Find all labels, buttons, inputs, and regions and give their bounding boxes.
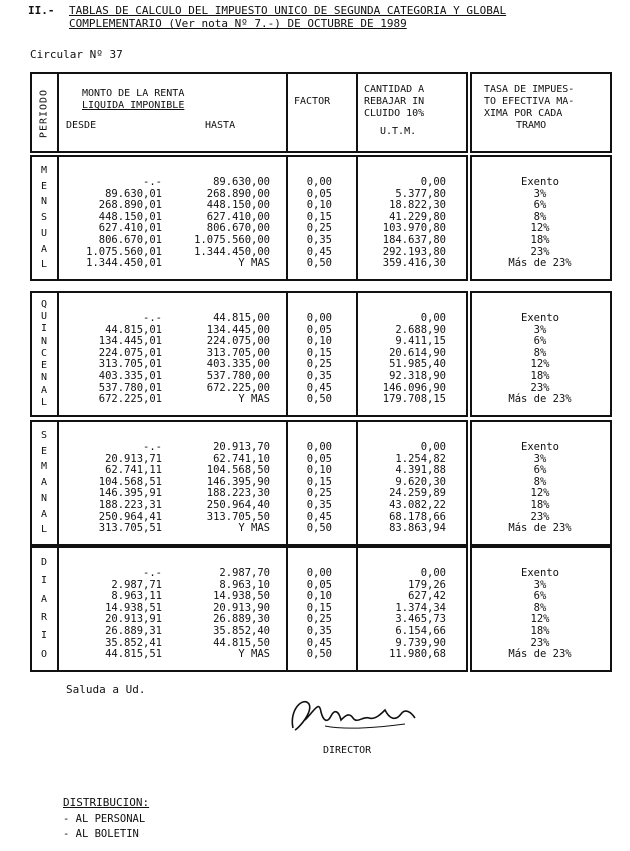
- cell-factor: 0,35: [306, 499, 332, 511]
- cell-tasa: 23%: [530, 245, 550, 258]
- cell-desde: 20.913,71: [105, 452, 162, 465]
- cell-desde: 26.889,31: [105, 625, 162, 637]
- cell-hasta: 188.223,30: [206, 487, 270, 500]
- cell-hasta: 537.780,00: [206, 370, 270, 382]
- grid-line: [466, 420, 468, 546]
- cell-factor: 0,50: [306, 257, 332, 270]
- grid-line: [30, 279, 467, 281]
- cell-cantidad: 0,00: [420, 567, 446, 579]
- cantidad-header-line-2: REBAJAR IN: [364, 96, 425, 107]
- cell-desde: -.-: [143, 312, 162, 324]
- cell-factor: 0,45: [306, 381, 332, 394]
- period-label: QUINCENAL: [40, 299, 48, 408]
- signature-title: DIRECTOR: [323, 745, 372, 756]
- cell-cantidad: 51.985,40: [389, 358, 446, 371]
- cell-hasta: 672.225,00: [206, 381, 270, 394]
- grid-line: [30, 155, 32, 281]
- cell-hasta: 8.963,10: [219, 578, 270, 591]
- cell-cantidad: 2.688,90: [395, 323, 446, 336]
- cell-desde: 537.780,01: [98, 381, 162, 394]
- cell-cantidad: 9.411,15: [395, 335, 446, 348]
- distribution-item-personal: - AL PERSONAL: [63, 813, 146, 825]
- cell-tasa: 23%: [530, 636, 550, 649]
- cell-cantidad: 0,00: [420, 312, 446, 324]
- grid-line: [30, 546, 32, 672]
- cell-tasa: 8%: [533, 475, 547, 488]
- cell-hasta: 104.568,50: [206, 464, 270, 477]
- cell-cantidad: 1.374,34: [395, 601, 446, 614]
- cell-factor: 0,00: [306, 176, 332, 188]
- cell-cantidad: 1.254,82: [395, 452, 446, 465]
- cell-desde: 268.890,01: [98, 199, 162, 212]
- cell-cantidad: 24.259,89: [389, 487, 446, 500]
- grid-line: [286, 420, 288, 546]
- cell-desde: 1.075.560,01: [86, 245, 162, 258]
- cell-tasa: 23%: [530, 381, 550, 394]
- cell-desde: 62.741,11: [105, 464, 162, 477]
- cell-hasta: 313.705,00: [206, 346, 270, 359]
- cell-tasa: 6%: [533, 590, 547, 603]
- cell-desde: 188.223,31: [98, 499, 162, 511]
- cell-factor: 0,05: [306, 578, 332, 591]
- cell-desde: 14.938,51: [105, 601, 162, 614]
- cell-hasta: 806.670,00: [206, 222, 270, 235]
- cell-factor: 0,15: [306, 475, 332, 488]
- cell-cantidad: 0,00: [420, 176, 446, 188]
- grid-line: [470, 546, 472, 672]
- cell-factor: 0,35: [306, 625, 332, 637]
- cell-tasa: 8%: [533, 210, 547, 223]
- cell-factor: 0,15: [306, 601, 332, 614]
- closing-greeting: Saluda a Ud.: [66, 683, 146, 696]
- cell-cantidad: 20.614,90: [389, 346, 446, 359]
- grid-line: [286, 155, 288, 281]
- cell-desde: 313.705,51: [98, 522, 162, 535]
- cantidad-header-line-1: CANTIDAD A: [364, 84, 425, 95]
- cell-hasta: Y MAS: [238, 522, 270, 535]
- cell-tasa: Exento: [521, 567, 559, 579]
- cell-tasa: 12%: [530, 358, 550, 371]
- grid-line: [470, 420, 472, 546]
- section-number: II.-: [28, 4, 55, 17]
- cell-desde: 403.335,01: [98, 370, 162, 382]
- cell-factor: 0,50: [306, 648, 332, 661]
- cell-tasa: 12%: [530, 613, 550, 626]
- grid-line: [470, 415, 612, 417]
- cell-hasta: 313.705,50: [206, 510, 270, 523]
- cell-desde: 806.670,01: [98, 234, 162, 246]
- cell-tasa: Más de 23%: [508, 257, 572, 270]
- cell-tasa: 6%: [533, 199, 547, 212]
- cell-desde: 2.987,71: [111, 578, 162, 591]
- grid-line: [286, 546, 288, 672]
- cantidad-header-line-4: U.T.M.: [380, 126, 417, 137]
- cell-factor: 0,45: [306, 636, 332, 649]
- cell-factor: 0,25: [306, 358, 332, 371]
- cell-cantidad: 43.082,22: [389, 499, 446, 511]
- grid-line: [57, 546, 59, 672]
- cell-cantidad: 83.863,94: [389, 522, 446, 535]
- cell-tasa: 18%: [530, 234, 550, 246]
- cell-factor: 0,05: [306, 452, 332, 465]
- grid-line: [30, 546, 467, 548]
- grid-line: [30, 291, 467, 293]
- cell-hasta: 44.815,50: [213, 636, 270, 649]
- monto-header-line-1: MONTO DE LA RENTA: [82, 88, 185, 99]
- cell-tasa: Más de 23%: [508, 648, 572, 661]
- cell-tasa: 18%: [530, 625, 550, 637]
- cell-desde: 35.852,41: [105, 636, 162, 649]
- grid-line: [30, 291, 32, 417]
- tasa-header-line-2: TO EFECTIVA MA-: [484, 96, 575, 107]
- period-label: SEMANAL: [40, 430, 48, 536]
- grid-line: [470, 291, 612, 293]
- cell-cantidad: 9.739,90: [395, 636, 446, 649]
- grid-line: [466, 155, 468, 281]
- cell-desde: 1.344.450,01: [86, 257, 162, 270]
- cell-factor: 0,25: [306, 613, 332, 626]
- document-title-line-1: TABLAS DE CALCULO DEL IMPUESTO UNICO DE SEGUNDA CATEGORIA Y GLOBAL: [69, 4, 507, 17]
- circular-number: Circular Nº 37: [30, 48, 123, 61]
- grid-line: [470, 420, 612, 422]
- cell-hasta: 1.344.450,00: [194, 245, 270, 258]
- cell-cantidad: 103.970,80: [382, 222, 446, 235]
- cell-desde: 627.410,01: [98, 222, 162, 235]
- cell-cantidad: 5.377,80: [395, 187, 446, 200]
- cell-hasta: 134.445,00: [206, 323, 270, 336]
- cell-cantidad: 292.193,80: [382, 245, 446, 258]
- cell-desde: 146.395,91: [98, 487, 162, 500]
- cell-hasta: Y MAS: [238, 257, 270, 270]
- cell-cantidad: 9.620,30: [395, 475, 446, 488]
- cell-hasta: 62.741,10: [213, 452, 270, 465]
- cell-desde: 104.568,51: [98, 475, 162, 488]
- cell-factor: 0,35: [306, 370, 332, 382]
- grid-line: [610, 155, 612, 281]
- cell-tasa: 23%: [530, 510, 550, 523]
- cell-cantidad: 359.416,30: [382, 257, 446, 270]
- cell-desde: -.-: [143, 441, 162, 453]
- cell-hasta: 448.150,00: [206, 199, 270, 212]
- cell-factor: 0,35: [306, 234, 332, 246]
- cell-desde: 20.913,91: [105, 613, 162, 626]
- tasa-header-line-4: TRAMO: [516, 120, 547, 131]
- grid-line: [466, 546, 468, 672]
- cell-hasta: 89.630,00: [213, 176, 270, 188]
- cell-cantidad: 68.178,66: [389, 510, 446, 523]
- cell-tasa: 6%: [533, 464, 547, 477]
- cell-factor: 0,25: [306, 222, 332, 235]
- grid-line: [470, 670, 612, 672]
- cell-tasa: 6%: [533, 335, 547, 348]
- tasa-header-line-1: TASA DE IMPUES-: [484, 84, 575, 95]
- factor-header: FACTOR: [294, 96, 331, 107]
- grid-line: [466, 291, 468, 417]
- cell-factor: 0,25: [306, 487, 332, 500]
- cell-factor: 0,15: [306, 346, 332, 359]
- cell-hasta: 268.890,00: [206, 187, 270, 200]
- cell-desde: 134.445,01: [98, 335, 162, 348]
- cell-hasta: 26.889,30: [213, 613, 270, 626]
- cell-factor: 0,45: [306, 245, 332, 258]
- cell-cantidad: 0,00: [420, 441, 446, 453]
- cell-hasta: 35.852,40: [213, 625, 270, 637]
- grid-line: [30, 420, 467, 422]
- cell-tasa: Exento: [521, 312, 559, 324]
- cell-factor: 0,45: [306, 510, 332, 523]
- grid-line: [470, 155, 472, 281]
- cell-factor: 0,50: [306, 522, 332, 535]
- cell-cantidad: 6.154,66: [395, 625, 446, 637]
- cell-desde: 672.225,01: [98, 393, 162, 406]
- cell-factor: 0,00: [306, 567, 332, 579]
- cell-hasta: 1.075.560,00: [194, 234, 270, 246]
- cell-cantidad: 18.822,30: [389, 199, 446, 212]
- cell-desde: 8.963,11: [111, 590, 162, 603]
- cell-tasa: Exento: [521, 176, 559, 188]
- cell-factor: 0,10: [306, 199, 332, 212]
- cell-tasa: 3%: [533, 323, 547, 336]
- cell-desde: 224.075,01: [98, 346, 162, 359]
- cell-desde: 44.815,51: [105, 648, 162, 661]
- cell-hasta: 224.075,00: [206, 335, 270, 348]
- grid-line: [30, 670, 467, 672]
- cell-hasta: 146.395,90: [206, 475, 270, 488]
- grid-line: [470, 546, 612, 548]
- cell-hasta: Y MAS: [238, 393, 270, 406]
- period-label: MENSUAL: [40, 165, 48, 271]
- cell-tasa: Más de 23%: [508, 522, 572, 535]
- desde-header: DESDE: [66, 120, 97, 131]
- grid-line: [470, 279, 612, 281]
- grid-line: [57, 420, 59, 546]
- document-title-line-2: COMPLEMENTARIO (Ver nota Nº 7.-) DE OCTUBRE DE 1989: [69, 17, 407, 30]
- cell-tasa: 12%: [530, 487, 550, 500]
- cell-hasta: 14.938,50: [213, 590, 270, 603]
- cell-hasta: Y MAS: [238, 648, 270, 661]
- grid-line: [610, 420, 612, 546]
- cell-desde: -.-: [143, 176, 162, 188]
- cell-cantidad: 179.708,15: [382, 393, 446, 406]
- grid-line: [610, 291, 612, 417]
- cell-tasa: 3%: [533, 452, 547, 465]
- cell-factor: 0,10: [306, 464, 332, 477]
- cell-hasta: 627.410,00: [206, 210, 270, 223]
- cell-factor: 0,00: [306, 312, 332, 324]
- cell-desde: 250.964,41: [98, 510, 162, 523]
- cell-tasa: 12%: [530, 222, 550, 235]
- cell-tasa: 3%: [533, 187, 547, 200]
- cell-desde: -.-: [143, 567, 162, 579]
- distribution-title: DISTRIBUCION:: [63, 796, 150, 809]
- cell-tasa: Más de 23%: [508, 393, 572, 406]
- cell-desde: 313.705,01: [98, 358, 162, 371]
- cell-cantidad: 179,26: [408, 578, 446, 591]
- cell-hasta: 2.987,70: [219, 567, 270, 579]
- cell-cantidad: 92.318,90: [389, 370, 446, 382]
- cell-hasta: 20.913,90: [213, 601, 270, 614]
- cell-tasa: Exento: [521, 441, 559, 453]
- cell-tasa: 3%: [533, 578, 547, 591]
- grid-line: [610, 546, 612, 672]
- cell-hasta: 44.815,00: [213, 312, 270, 324]
- cell-hasta: 403.335,00: [206, 358, 270, 371]
- cantidad-header-line-3: CLUIDO 10%: [364, 108, 425, 119]
- monto-header-line-2: LIQUIDA IMPONIBLE: [82, 100, 185, 111]
- grid-line: [57, 291, 59, 417]
- cell-desde: 89.630,01: [105, 187, 162, 200]
- cell-cantidad: 4.391,88: [395, 464, 446, 477]
- cell-factor: 0,50: [306, 393, 332, 406]
- tasa-header-line-3: XIMA POR CADA: [484, 108, 563, 119]
- cell-cantidad: 41.229,80: [389, 210, 446, 223]
- cell-desde: 44.815,01: [105, 323, 162, 336]
- hasta-header: HASTA: [205, 120, 236, 131]
- grid-line: [30, 415, 467, 417]
- cell-desde: 448.150,01: [98, 210, 162, 223]
- period-label: DIARIO: [40, 557, 48, 660]
- cell-tasa: 8%: [533, 601, 547, 614]
- grid-line: [470, 155, 612, 157]
- grid-line: [30, 155, 467, 157]
- cell-cantidad: 146.096,90: [382, 381, 446, 394]
- cell-factor: 0,15: [306, 210, 332, 223]
- cell-hasta: 20.913,70: [213, 441, 270, 453]
- cell-cantidad: 11.980,68: [389, 648, 446, 661]
- cell-factor: 0,05: [306, 323, 332, 336]
- cell-cantidad: 3.465,73: [395, 613, 446, 626]
- cell-tasa: 18%: [530, 370, 550, 382]
- grid-line: [470, 291, 472, 417]
- handwritten-signature: [285, 690, 425, 740]
- grid-line: [57, 155, 59, 281]
- cell-tasa: 8%: [533, 346, 547, 359]
- cell-hasta: 250.964,40: [206, 499, 270, 511]
- cell-factor: 0,10: [306, 335, 332, 348]
- cell-tasa: 18%: [530, 499, 550, 511]
- cell-cantidad: 184.637,80: [382, 234, 446, 246]
- cell-factor: 0,05: [306, 187, 332, 200]
- distribution-item-boletin: - AL BOLETIN: [63, 828, 139, 840]
- grid-line: [286, 291, 288, 417]
- grid-line: [30, 420, 32, 546]
- cell-factor: 0,00: [306, 441, 332, 453]
- cell-factor: 0,10: [306, 590, 332, 603]
- periodo-header: PERIODO: [38, 88, 50, 139]
- cell-cantidad: 627,42: [408, 590, 446, 603]
